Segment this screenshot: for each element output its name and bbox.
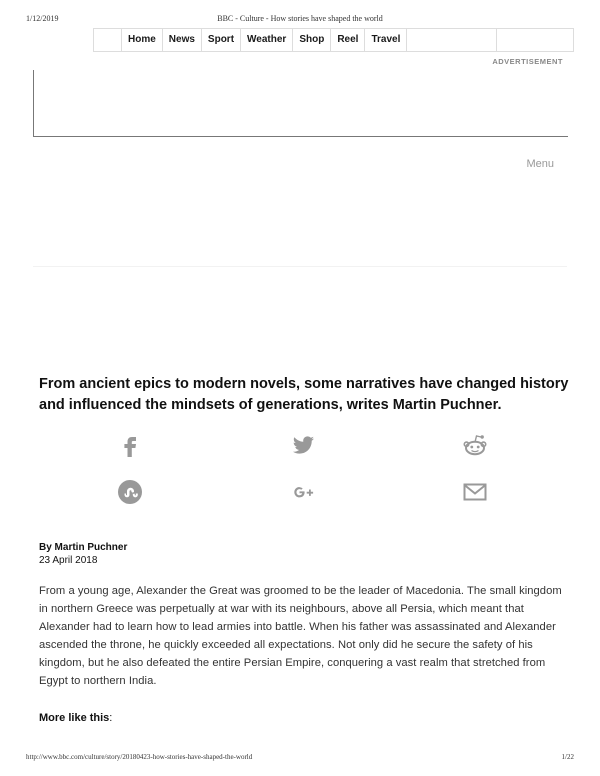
article-standfirst: From ancient epics to modern novels, some narratives have changed history and influenced the mindsets of generations, writes Martin Puchner.	[39, 376, 569, 413]
nav-item-weather[interactable]: Weather	[241, 29, 293, 51]
nav-divider	[496, 29, 497, 51]
nav-items	[121, 29, 407, 51]
google-plus-icon[interactable]	[290, 479, 316, 505]
nav-item-home[interactable]: Home	[121, 29, 163, 51]
menu-button[interactable]: Menu	[526, 158, 554, 170]
advertisement-slot[interactable]	[33, 70, 568, 137]
facebook-icon[interactable]	[117, 432, 143, 458]
print-header	[26, 14, 574, 26]
more-like-this-label: More like this	[39, 712, 110, 724]
print-date: 1/12/2019	[26, 14, 59, 23]
print-page-number: 1/22	[561, 753, 574, 761]
top-nav	[93, 28, 574, 52]
nav-item-news[interactable]: News	[163, 29, 202, 51]
nav-item-sport[interactable]: Sport	[202, 29, 241, 51]
advertisement-label: ADVERTISEMENT	[492, 57, 563, 66]
more-like-this-colon: :	[109, 712, 113, 724]
article-paragraph: From a young age, Alexander the Great was groomed to be the leader of Macedonia. The small kingdom in northern Greece was perpetually at war with its neighbours, above all Persia, which meant that Alexander had to learn how to lead armies into battle. When his father was assassinated and Alexander ascended the throne, he quickly exceeded all expectations. Not only did he secure the safety of his kingdom, but he also defeated the entire Persian Empire, conquering a vast realm that stretched from Egypt to northern India.	[39, 585, 562, 687]
more-like-this-heading	[39, 712, 112, 724]
divider	[33, 266, 567, 267]
reddit-icon[interactable]	[462, 432, 488, 458]
twitter-icon[interactable]	[290, 432, 316, 458]
nav-item-reel[interactable]: Reel	[331, 29, 365, 51]
print-footer	[26, 753, 574, 765]
print-url: http://www.bbc.com/culture/story/20180423-how-stories-have-shaped-the-world	[26, 753, 253, 761]
publish-date: 23 April 2018	[39, 555, 98, 566]
nav-item-shop[interactable]: Shop	[293, 29, 331, 51]
email-icon[interactable]	[462, 479, 488, 505]
stumbleupon-icon[interactable]	[117, 479, 143, 505]
nav-divider	[573, 29, 574, 51]
nav-item-travel[interactable]: Travel	[365, 29, 407, 51]
nav-divider	[93, 29, 94, 51]
print-title: BBC - Culture - How stories have shaped the world	[217, 14, 383, 23]
byline[interactable]: By Martin Puchner	[39, 542, 128, 553]
